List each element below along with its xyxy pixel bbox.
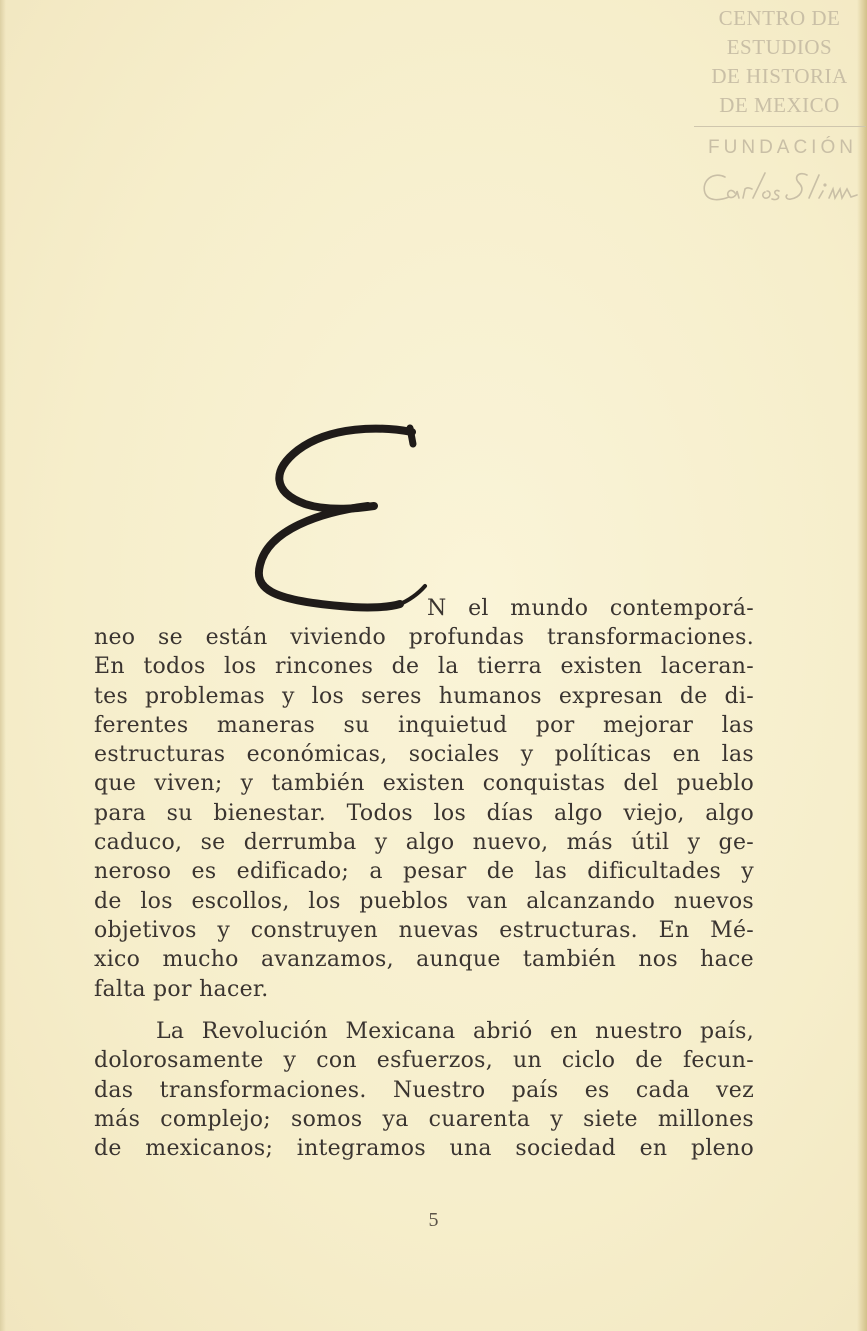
text-line: más complejo; somos ya cuarenta y siete millones [94,1106,754,1132]
paragraph-2 [94,1017,754,1163]
text-line: objetivos y construyen nuevas estructuras. En Mé- [94,917,754,943]
text-line: falta por hacer. [94,976,269,1002]
watermark-line: DE HISTORIA [711,64,848,88]
page-number: 5 [428,1209,439,1231]
paragraph-1 [94,623,754,1004]
text-line: neroso es edificado; a pesar de las dificultades y [94,859,754,885]
watermark-foundation: FUNDACIÓN [708,137,857,158]
text-line: La Revolución Mexicana abrió en nuestro país, [156,1019,754,1044]
archive-watermark [692,4,867,212]
text-line: de mexicanos; integramos una sociedad en pleno [94,1136,754,1162]
text-line: xico mucho avanzamos, aunque también nos hace [94,947,754,973]
signature-logo [692,167,867,212]
watermark-line: CENTRO DE [718,6,841,30]
text-line: neo se están viviendo profundas transformaciones. [94,625,754,650]
text-line: das transformaciones. Nuestro país es cada vez [94,1077,754,1103]
text-line: ferentes maneras su inquietud por mejorar las [94,712,754,738]
text-line: tes problemas y los seres humanos expresan de di- [94,683,754,709]
page-left-edge [0,0,6,1331]
text-line: En todos los rincones de la tierra existen laceran- [94,654,754,680]
text-line: para su bienestar. Todos los días algo viejo, algo [94,800,754,826]
text-line: caduco, se derrumba y algo nuevo, más útil y ge- [94,830,754,856]
drop-cap-letter [250,420,430,624]
watermark-divider [694,126,866,127]
text-line: dolorosamente y con esfuerzos, un ciclo de fecun- [94,1048,754,1074]
text-line: estructuras económicas, sociales y políticas en las [94,742,754,768]
text-line: de los escollos, los pueblos van alcanzando nuevos [94,888,754,914]
first-line-text: N el mundo contemporá- [427,596,754,621]
watermark-line: DE MEXICO [719,93,840,117]
watermark-line: ESTUDIOS [726,35,833,59]
text-line: que viven; y también existen conquistas del pueblo [94,771,754,797]
